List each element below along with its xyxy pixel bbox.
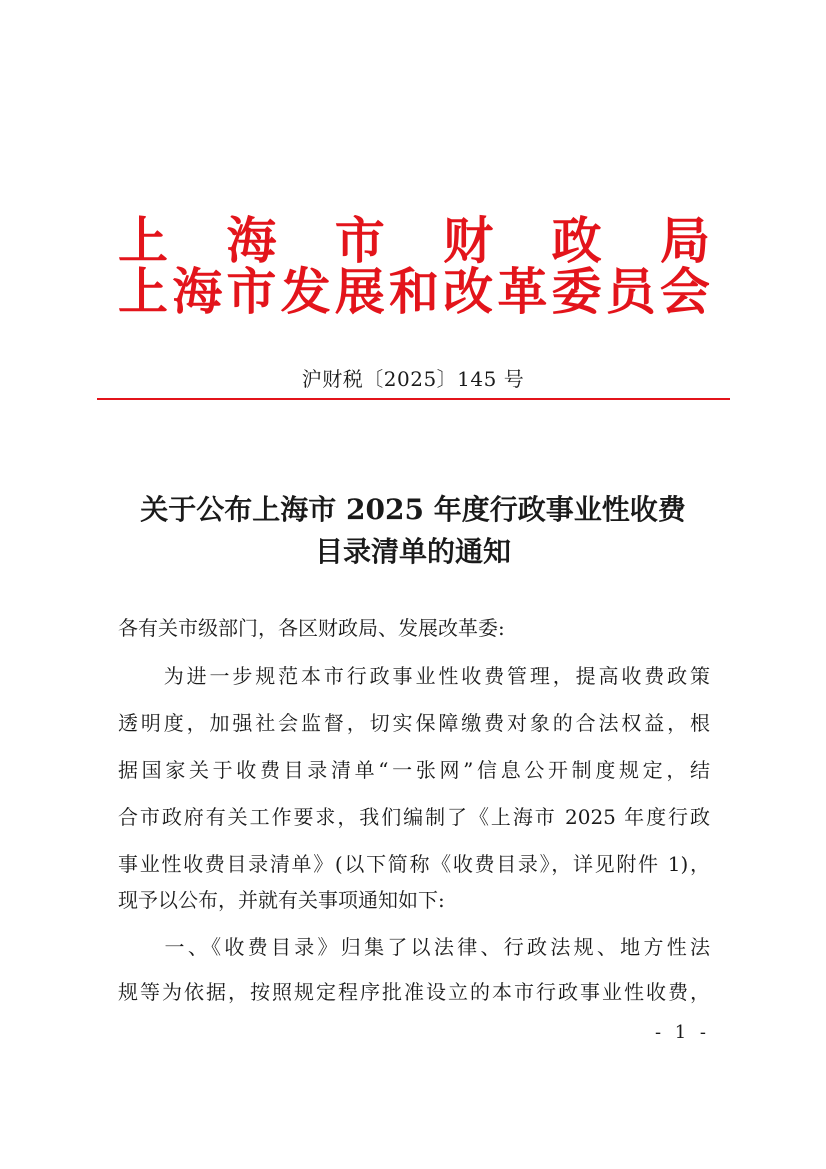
issuer-char: 改 [443, 262, 494, 321]
document-number: 沪财税〔2025〕145 号 [301, 367, 525, 391]
issuer-char: 市 [334, 211, 385, 270]
issuer-char: 财 [443, 211, 494, 270]
issuer-char: 和 [388, 262, 439, 321]
issuer-char: 员 [605, 262, 656, 321]
issuer-char: 上 [118, 211, 168, 270]
issuer-name-development-reform-commission [118, 264, 710, 320]
salutation: 各有关市级部门，各区财政局、发展改革委: [118, 616, 505, 640]
issuer-char: 委 [551, 262, 602, 321]
page-number: - 1 - [654, 1022, 710, 1043]
issuer-char: 革 [497, 262, 548, 321]
red-divider-line [97, 398, 730, 400]
notice-title-line-1: 关于公布上海市 2025 年度行政事业性收费 [140, 493, 686, 526]
paragraph-1-line: 事业性收费目录清单》(以下简称《收费目录》，详见附件 1)， [118, 852, 710, 876]
issuer-char: 会 [659, 262, 710, 321]
issuer-char: 海 [172, 262, 223, 321]
paragraph-2-line: 一、《收费目录》归集了以法律、行政法规、地方性法 [118, 935, 710, 959]
paragraph-2-line: 规等为依据，按照规定程序批准设立的本市行政事业性收费， [118, 980, 710, 1004]
issuer-char: 展 [334, 262, 385, 321]
issuer-char: 局 [659, 211, 710, 270]
paragraph-1-line: 合市政府有关工作要求，我们编制了《上海市 2025 年度行政 [118, 805, 710, 829]
issuer-char: 发 [280, 262, 331, 321]
issuer-name-finance-bureau [118, 213, 710, 269]
issuer-char: 海 [226, 211, 277, 270]
issuer-char: 政 [551, 211, 602, 270]
issuer-char: 市 [226, 262, 277, 321]
notice-title-line-2: 目录清单的通知 [314, 535, 511, 568]
paragraph-1-line: 为进一步规范本市行政事业性收费管理，提高收费政策 [118, 664, 710, 688]
paragraph-1-line: 现予以公布，并就有关事项通知如下: [118, 888, 445, 912]
issuer-char: 上 [118, 262, 168, 321]
paragraph-1-line: 据国家关于收费目录清单“一张网”信息公开制度规定，结 [118, 758, 710, 782]
paragraph-1-line: 透明度，加强社会监督，切实保障缴费对象的合法权益，根 [118, 711, 710, 735]
